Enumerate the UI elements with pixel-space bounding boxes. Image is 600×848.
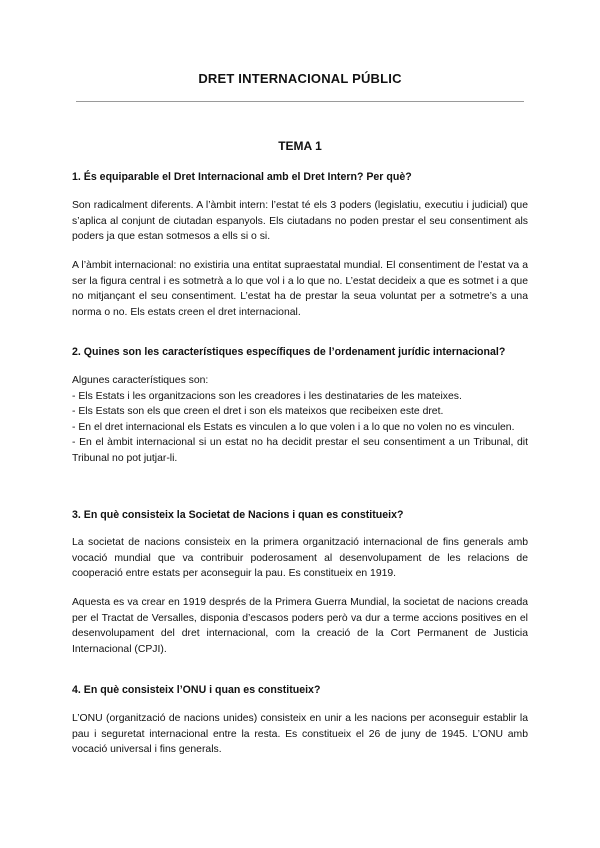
document-title: DRET INTERNACIONAL PÚBLIC — [198, 71, 402, 86]
answer-3-paragraph-2: Aquesta es va crear en 1919 després de la Primera Guerra Mundial, la societat de nacions creada per el Tractat de Versalles, disponia d’escasos poders però va dur a terme accions positives en el desenvolupament del dret internacional, com la creació de la Cort Permanent de Justicia Internacional (CPJI). — [72, 597, 528, 655]
answer-2-list — [72, 373, 528, 467]
question-1-heading: 1. És equiparable el Dret Internacional amb el Dret Intern? Per què? — [72, 171, 412, 183]
answer-3-paragraph-1: La societat de nacions consisteix en la primera organització internacional de fins generals amb vocació mundial que va contribuir poderosament al desenvolupament de les relacions de cooperació entre estats per aconseguir la pau. Es constitueix en 1919. — [72, 537, 528, 580]
answer-1-paragraph-2: A l’àmbit internacional: no existiria una entitat supraestatal mundial. El consentiment de l’estat va a ser la figura central i es sotmetrà a lo que vol i a lo que no. L’estat decideix a que es sotmet i a que no mitjançant el seu consentiment. L’estat ha de prestar la seua voluntat per a sotmetre’s a una norma o no. Els estats creen el dret internacional. — [72, 260, 528, 318]
answer-1-paragraph-1: Son radicalment diferents. A l’àmbit intern: l’estat té els 3 poders (legislatiu, executiu i judicial) que s’aplica al conjunt de ciutadan espanyols. Els ciutadans no poden prestar el seu consentiment als poders ja que estan sotmesos a ells si o si. — [72, 200, 528, 243]
answer-4-paragraph-1: L’ONU (organització de nacions unides) consisteix en unir a les nacions per aconseguir establir la pau i seguretat internacional entre la resta. Es constitueix el 26 de juny de 1945. L’ONU amb vocació universal i fins generals. — [72, 713, 528, 756]
question-4-heading: 4. En què consisteix l’ONU i quan es constitueix? — [72, 684, 321, 696]
list-item: - En el àmbit internacional si un estat no ha decidit prestar el seu consentiment a un Tribunal, dit Tribunal no pot jutjar-li. — [72, 437, 528, 464]
list-item: - Els Estats i les organitzacions son les creadores i les destinataries de les mateixes. — [72, 390, 462, 402]
question-3-heading: 3. En què consisteix la Societat de Nacions i quan es constitueix? — [72, 509, 404, 521]
answer-2-intro: Algunes característiques son: — [72, 375, 209, 386]
title-divider — [76, 101, 524, 102]
list-item: - Els Estats son els que creen el dret i son els mateixos que recibeixen este dret. — [72, 406, 444, 418]
question-2-heading: 2. Quines son les característiques específiques de l’ordenament jurídic internacional? — [72, 346, 506, 358]
tema-heading: TEMA 1 — [278, 139, 322, 153]
list-item: - En el dret internacional els Estats es vinculen a lo que volen i a lo que no volen no es vinculen. — [72, 421, 515, 433]
